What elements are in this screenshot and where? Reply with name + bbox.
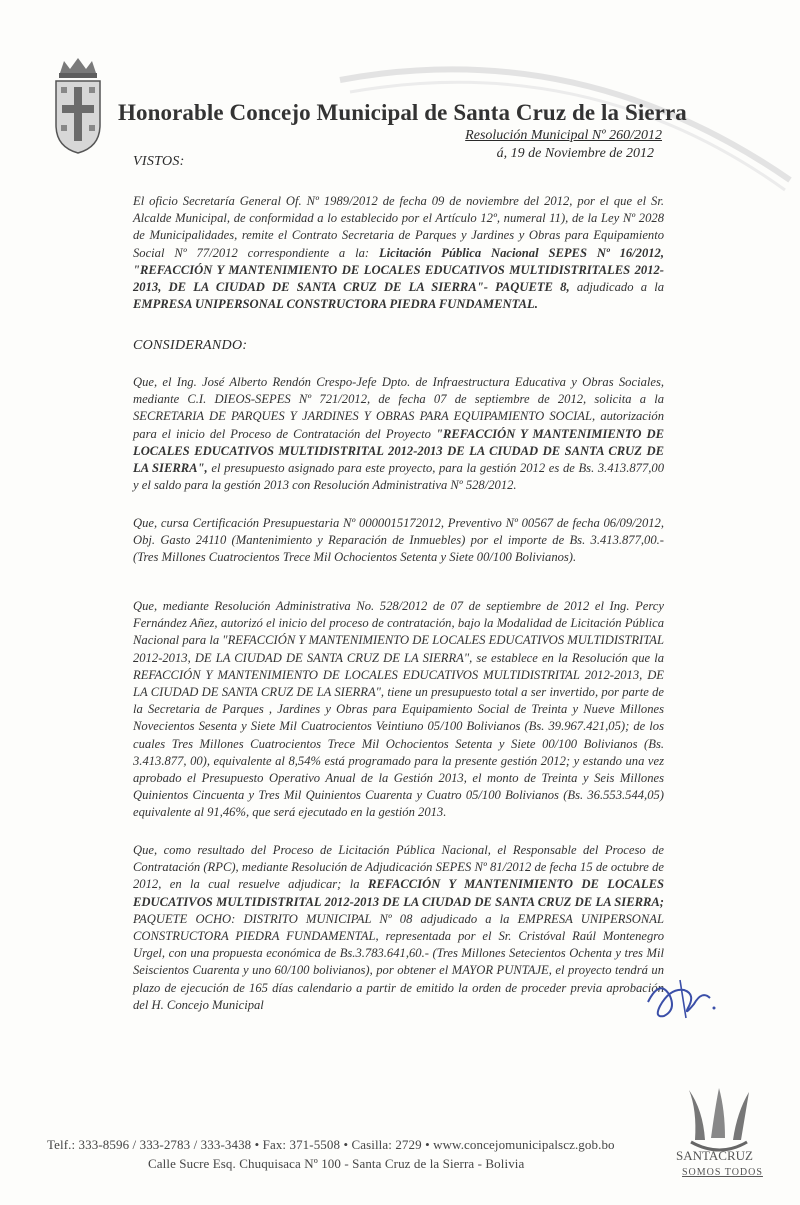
text-run: Licitación Pública Nacional SEPES Nº 16/2012, "REFACCIÓN Y MANTENIMIENTO DE LOCALES EDUCATIVOS MULTIDISTRITALES 2012-2013, DE LA CIUDAD DE SANTA CRUZ DE LA SIERRA"- PAQUETE 8, — [133, 245, 664, 295]
text-run: "REFACCIÓN Y MANTENIMIENTO DE LOCALES EDUCATIVOS MULTIDISTRITAL 2012-2013 DE LA CIUDAD DE SANTA CRUZ DE LA SIERRA", — [133, 426, 665, 476]
paragraph-considerando-1 — [133, 374, 664, 494]
paragraph-vistos — [133, 193, 664, 313]
logo-name-text: SANTACRUZ — [676, 1148, 753, 1163]
handwritten-signature-icon — [640, 968, 720, 1028]
logo-tagline-text: SOMOS TODOS — [682, 1167, 763, 1178]
text-run: PAQUETE OCHO: DISTRITO MUNICIPAL Nº 08 adjudicado a la EMPRESA UNIPERSONAL CONSTRUCTORA PIEDRA FUNDAMENTAL, representada por el Sr. Cristóval Raúl Montenegro Urgel, con una propuesta económica de Bs.3.783.641,60.- (Tres Millones Setecientos Ochenta y tres Mil Seiscientos Cuarenta y uno 60/100 bolivianos), por obtener el MAYOR PUNTAJE, el proyecto tendrá un plazo de ejecución de 165 días calendario a partir de emitido la orden de proceder previa aprobación del H. Concejo Municipal — [133, 911, 664, 1012]
resolution-number: Resolución Municipal Nº 260/2012 — [465, 128, 662, 143]
text-run: REFACCIÓN Y MANTENIMIENTO DE LOCALES EDUCATIVOS MULTIDISTRITAL 2012-2013 DE LA CIUDAD DE SANTA CRUZ DE LA SIERRA; — [133, 877, 664, 909]
paragraph-considerando-3 — [133, 598, 664, 822]
paragraph-considerando-4 — [133, 842, 664, 1014]
resolution-date: á, 19 de Noviembre de 2012 — [496, 146, 654, 161]
organization-title: Honorable Concejo Municipal de Santa Cruz de la Sierra — [118, 100, 687, 125]
text-run: Que, como resultado del Proceso de Licitación Pública Nacional, el Responsable del Proceso de Contratación (RPC), mediante Resolución de Adjudicación SEPES Nº 81/2012 de fecha 15 de octubre de 2012, en la cual resuelve adjudicar; la — [133, 843, 664, 892]
section-title-considerando: CONSIDERANDO: — [133, 338, 248, 353]
text-run: Que, cursa Certificación Presupuestaria Nº 0000015172012, Preventivo Nº 00567 de fecha 06/09/2012, Obj. Gasto 24110 (Mantenimiento y Reparación de Inmuebles) por el importe de Bs. 3.413.877,00.- (Tres Millones Cuatrocientos Trece Mil Ochocientos Setenta y Siete 00/100 Bolivianos). — [133, 516, 664, 565]
text-run: Que, mediante Resolución Administrativa No. 528/2012 de 07 de septiembre de 2012 el Ing. Percy Fernández Añez, autorizó el inicio del proceso de contratación, bajo la Modalidad de Licitación Pública Nacional para la "REFACCIÓN Y MANTENIMIENTO DE LOCALES EDUCATIVOS MULTIDISTRITAL 2012-2013, DE LA CIUDAD DE SANTA CRUZ DE LA SIERRA", se establece en la Resolución que la REFACCIÓN Y MANTENIMIENTO DE LOCALES EDUCATIVOS MULTIDISTRITAL 2012-2013, DE LA CIUDAD DE SANTA CRUZ DE LA SIERRA", tiene un presupuesto total a ser invertido, por parte de la Secretaria de Parques , Jardines y Obras para Equipamiento Social de Treinta y Nueve Millones Novecientos Sesenta y Siete Mil Cuatrocientos Veintiuno 05/100 Bolivianos (Bs. 39.967.421,05); de los cuales Tres Millones Cuatrocientos Trece Mil Ochocientos Setenta y Siete 00/100 Bolivianos (Bs. 3.413.877, 00), equivalente al 8,54% está programado para la presente gestión 2012; y estando una vez aprobado el Presupuesto Operativo Anual de la Gestión 2013, el monto de Treinta y Seis Millones Quinientos Cincuenta y Tres Mil Quinientos Cuarenta y Cuatro 05/100 Bolivianos (Bs. 36.553.544,05) equivalente al 91,46%, que será ejecutado en la gestión 2013. — [133, 599, 664, 820]
municipal-crest-icon — [50, 55, 106, 155]
footer-contact-line: Telf.: 333-8596 / 333-2783 / 333-3438 • Fax: 371-5508 • Casilla: 2729 • www.concejomunicipalscz.gob.bo — [47, 1137, 615, 1152]
section-title-vistos: VISTOS: — [133, 154, 185, 169]
footer-address-line: Calle Sucre Esq. Chuquisaca Nº 100 - Santa Cruz de la Sierra - Bolivia — [148, 1156, 525, 1171]
text-run: el presupuesto asignado para este proyecto, para la gestión 2012 es de Bs. 3.413.877,00 y el saldo para la gestión 2013 con Resolución Administrativa Nº 528/2012. — [133, 461, 664, 493]
paragraph-considerando-2 — [133, 515, 664, 567]
text-run: adjudicado a la — [569, 280, 664, 295]
text-run: EMPRESA UNIPERSONAL CONSTRUCTORA PIEDRA FUNDAMENTAL. — [133, 297, 538, 312]
text-run: El oficio Secretaría General Of. Nº 1989/2012 de fecha 09 de noviembre del 2012, por el que el Sr. Alcalde Municipal, de conformidad a lo establecido por el Artículo 12º, numeral 11), de la Ley Nº 2028 de Municipalidades, remite el Contrato Secretaria de Parques y Jardines y Obras para Equipamiento Social Nº 77/2012 correspondiente a la: — [133, 194, 664, 260]
text-run: Que, el Ing. José Alberto Rendón Crespo-Jefe Dpto. de Infraestructura Educativa y Obras Sociales, mediante C.I. DIEOS-SEPES Nº 721/2012, de fecha 07 de septiembre de 2012, solicita a la SECRETARIA DE PARQUES Y JARDINES Y OBRAS PARA EQUIPAMIENTO SOCIAL, autorización para el inicio del Proceso de Contratación del Proyecto — [133, 375, 664, 441]
